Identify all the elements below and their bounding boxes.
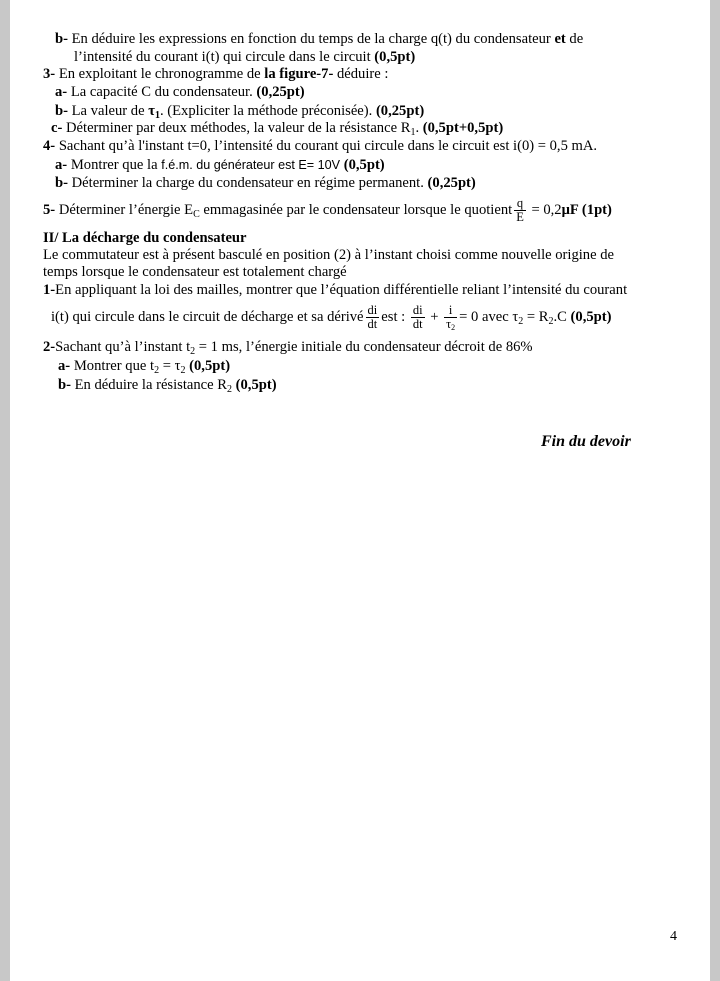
section-title-decharge: II/ La décharge du condensateur [43,230,247,246]
question-II-2b: b- En déduire la résistance $R_2$ (0,5pt) [58,377,277,395]
section-intro-line1: Le commutateur est à présent basculé en position (2) à l’instant choisi comme nouvelle origine de [43,247,615,263]
fraction-i-over-tau2: $\frac{i}{\tau_2}$ [446,303,456,333]
question-3: 3- En exploitant le chronogramme de la figure-7- déduire : [43,66,389,82]
question-3c: c- Déterminer par deux méthodes, la valeur de la résistance $R_1$. (0,5pt+0,5pt) [51,120,504,138]
question-5: 5- Déterminer l’énergie $E_C$ emmagasinée par le condensateur lorsque le quotient $\frac{q}{E}$ = 0,2μF (1pt) [43,196,612,225]
fraction-q-over-e: $\frac{q}{E}$ [516,196,524,225]
question-4b: b- Déterminer la charge du condensateur en régime permanent. (0,25pt) [55,175,476,191]
question-3b: b- La valeur de $\tau_1$. (Expliciter la méthode préconisée). (0,25pt) [55,103,425,121]
fraction-di-dt-eq: $\frac{di}{dt}$ [412,303,423,332]
question-2b-line2: l’intensité du courant i(t) qui circule dans le circuit (0,5pt) [74,49,416,65]
document-page [10,0,710,981]
question-II-1-line2: i(t) qui circule dans le circuit de décharge et sa dérivé $\frac{di}{dt}$ est : $\frac{di}{dt}$ + $\frac{i}{\tau_2}$ = 0 avec $\tau_2 = R_2.C$ (0,5pt) [51,303,612,333]
question-3a: a- La capacité C du condensateur. (0,25pt) [55,84,305,100]
page-number: 4 [670,929,677,944]
question-II-1-line1: 1-En appliquant la loi des mailles, montrer que l’équation différentielle reliant l’intensité du courant [43,282,628,298]
question-II-2: 2-Sachant qu’à l’instant $t_2 = 1$ ms, l’énergie initiale du condensateur décroit de 86% [43,339,533,357]
section-intro-line2: temps lorsque le condensateur est totalement chargé [43,264,347,280]
question-II-2a: a- Montrer que $t_2 = \tau_2$ (0,5pt) [58,358,231,376]
question-2b-line1: b- En déduire les expressions en fonction du temps de la charge q(t) du condensateur et de [55,31,584,47]
question-4a: a- Montrer que la f.é.m. du générateur est E= 10V (0,5pt) [55,157,385,173]
end-of-assignment: Fin du devoir [541,433,631,450]
question-4: 4- Sachant qu’à l'instant t=0, l’intensité du courant qui circule dans le circuit est i(0) = 0,5 mA. [43,138,598,154]
fraction-di-dt: $\frac{di}{dt}$ [367,303,378,332]
